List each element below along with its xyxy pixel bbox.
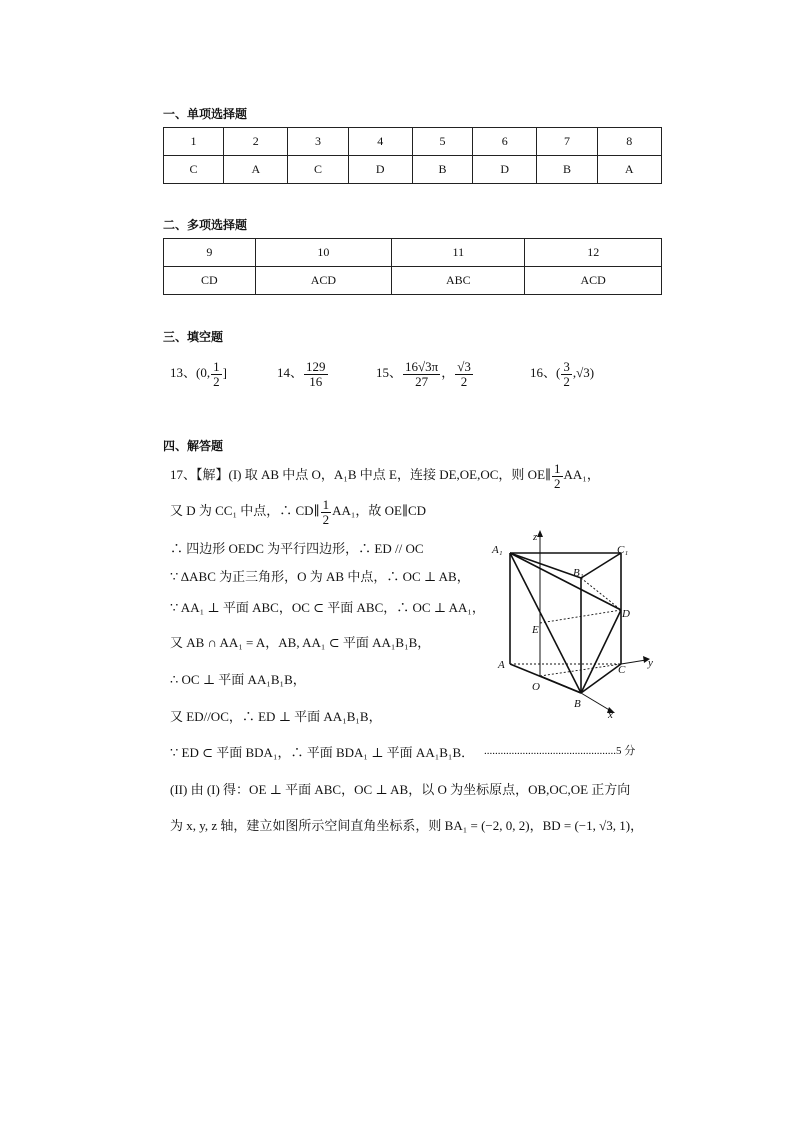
prism-coordinate-figure — [488, 528, 668, 723]
question-number: 9 — [164, 239, 256, 267]
interval-open: (0, — [196, 365, 211, 381]
question-label: 16、 — [530, 365, 557, 381]
solution-line-4: ∵ ΔABC 为正三角形，O 为 AB 中点，∴ OC ⊥ AB， — [170, 569, 470, 584]
solution-line-8: 又 ED//OC，∴ ED ⊥ 平面 AA₁B₁B， — [170, 709, 382, 724]
solution-line-2: 又 D 为 CC₁ 中点，∴ CD∥ $\frac{1}{2}$ AA₁，故 OE∥CD — [170, 497, 427, 527]
label-o: O — [532, 681, 540, 693]
answer-cell: ABC — [392, 267, 525, 295]
label-z: z — [533, 531, 538, 543]
question-label: 15、 — [376, 365, 403, 381]
question-number: 8 — [597, 128, 661, 156]
solution-line-11: 为 x, y, z 轴，建立如图所示空间直角坐标系，则 BA₁ = (−2, 0, 2)，BD = (−1, √3, 1)， — [170, 818, 644, 833]
answer-cell: C — [288, 156, 348, 184]
multi-choice-answer-table — [163, 238, 662, 295]
answer-cell: B — [537, 156, 597, 184]
z-axis-arrow — [537, 530, 543, 537]
fraction: $\frac{129}{16}$ — [306, 359, 326, 389]
solution-line-9: ∵ ED ⊂ 平面 BDA₁，∴ 平面 BDA₁ ⊥ 平面 AA₁B₁B． — [170, 745, 475, 760]
table-row — [164, 128, 662, 156]
question-number: 6 — [473, 128, 537, 156]
answer-cell: B — [412, 156, 472, 184]
answer-14 — [277, 360, 329, 388]
label-a: A — [498, 659, 505, 671]
solution-line-1: 17、【解】(I) 取 AB 中点 O，A₁B 中点 E，连接 DE,OE,OC，则 OE∥ $\frac{1}{2}$ AA₁， — [170, 461, 600, 491]
section4-heading: 四、解答题 — [163, 439, 224, 453]
separator: ， — [441, 365, 455, 381]
question-number: 10 — [255, 239, 392, 267]
solution-line-10: (II) 由 (I) 得：OE ⊥ 平面 ABC，OC ⊥ AB，以 O 为坐标原点，OB,OC,OE 正方向 — [170, 782, 631, 797]
question-label: 14、 — [277, 365, 304, 381]
answer-13 — [170, 360, 227, 388]
fraction: $\frac{1}{2}$ — [322, 497, 330, 527]
answer-cell: A — [224, 156, 288, 184]
question-number: 3 — [288, 128, 348, 156]
edge-o-b — [540, 676, 581, 693]
x-axis — [581, 693, 611, 711]
label-a1: A₁ — [492, 544, 503, 556]
answer-cell: A — [597, 156, 661, 184]
section2-heading: 二、多项选择题 — [163, 218, 248, 232]
solution-line-3: ∴ 四边形 OEDC 为平行四边形，∴ ED // OC — [170, 541, 424, 556]
question-label: 13、 — [170, 365, 197, 381]
hidden-b1-d — [581, 578, 621, 610]
edge-b1-c1 — [581, 553, 621, 578]
solution-line-6: 又 AB ∩ AA₁ = A，AB, AA₁ ⊂ 平面 AA₁B₁B， — [170, 635, 431, 650]
answer-15 — [376, 360, 474, 388]
solution-line-5: ∵ AA₁ ⊥ 平面 ABC，OC ⊂ 平面 ABC，∴ OC ⊥ AA₁， — [170, 600, 485, 615]
question-number: 12 — [525, 239, 662, 267]
table-row — [164, 267, 662, 295]
answer-cell: D — [348, 156, 412, 184]
label-d: D — [622, 608, 630, 620]
question-number: 7 — [537, 128, 597, 156]
interval-close: ] — [222, 365, 227, 381]
edge-b-c — [581, 664, 621, 693]
label-x: x — [608, 709, 613, 721]
section1-heading: 一、单项选择题 — [163, 107, 248, 121]
question-number: 2 — [224, 128, 288, 156]
label-c1: C₁ — [617, 544, 629, 556]
fraction: $\frac{√3}{2}$ — [457, 359, 471, 389]
label-e: E — [532, 624, 539, 636]
score-marker: ................................................5 分 — [484, 745, 636, 757]
question-number: 11 — [392, 239, 525, 267]
question-number: 5 — [412, 128, 472, 156]
label-b: B — [574, 698, 581, 710]
label-y: y — [648, 657, 653, 669]
section3-heading: 三、填空题 — [163, 330, 224, 344]
fraction: $\frac{16√3\pi}{27}$ — [405, 359, 439, 389]
edge-b-d — [581, 610, 621, 693]
answer-16 — [530, 360, 594, 388]
answer-cell: D — [473, 156, 537, 184]
table-row — [164, 156, 662, 184]
fraction: $\frac{1}{2}$ — [213, 359, 220, 389]
question-number: 1 — [164, 128, 224, 156]
interval-open: ( — [556, 365, 561, 381]
question-number: 4 — [348, 128, 412, 156]
edge-a1-d — [510, 553, 621, 610]
label-b1: B₁ — [573, 567, 584, 579]
label-c: C — [618, 664, 626, 676]
interval-close: ,√3) — [572, 365, 595, 381]
answer-cell: ACD — [525, 267, 662, 295]
answer-cell: CD — [164, 267, 256, 295]
fraction: $\frac{3}{2}$ — [563, 359, 570, 389]
solution-line-7: ∴ OC ⊥ 平面 AA₁B₁B， — [170, 672, 306, 687]
fraction: $\frac{1}{2}$ — [554, 461, 561, 491]
table-row — [164, 239, 662, 267]
single-choice-answer-table — [163, 127, 662, 184]
answer-cell: C — [164, 156, 224, 184]
answer-cell: ACD — [255, 267, 392, 295]
